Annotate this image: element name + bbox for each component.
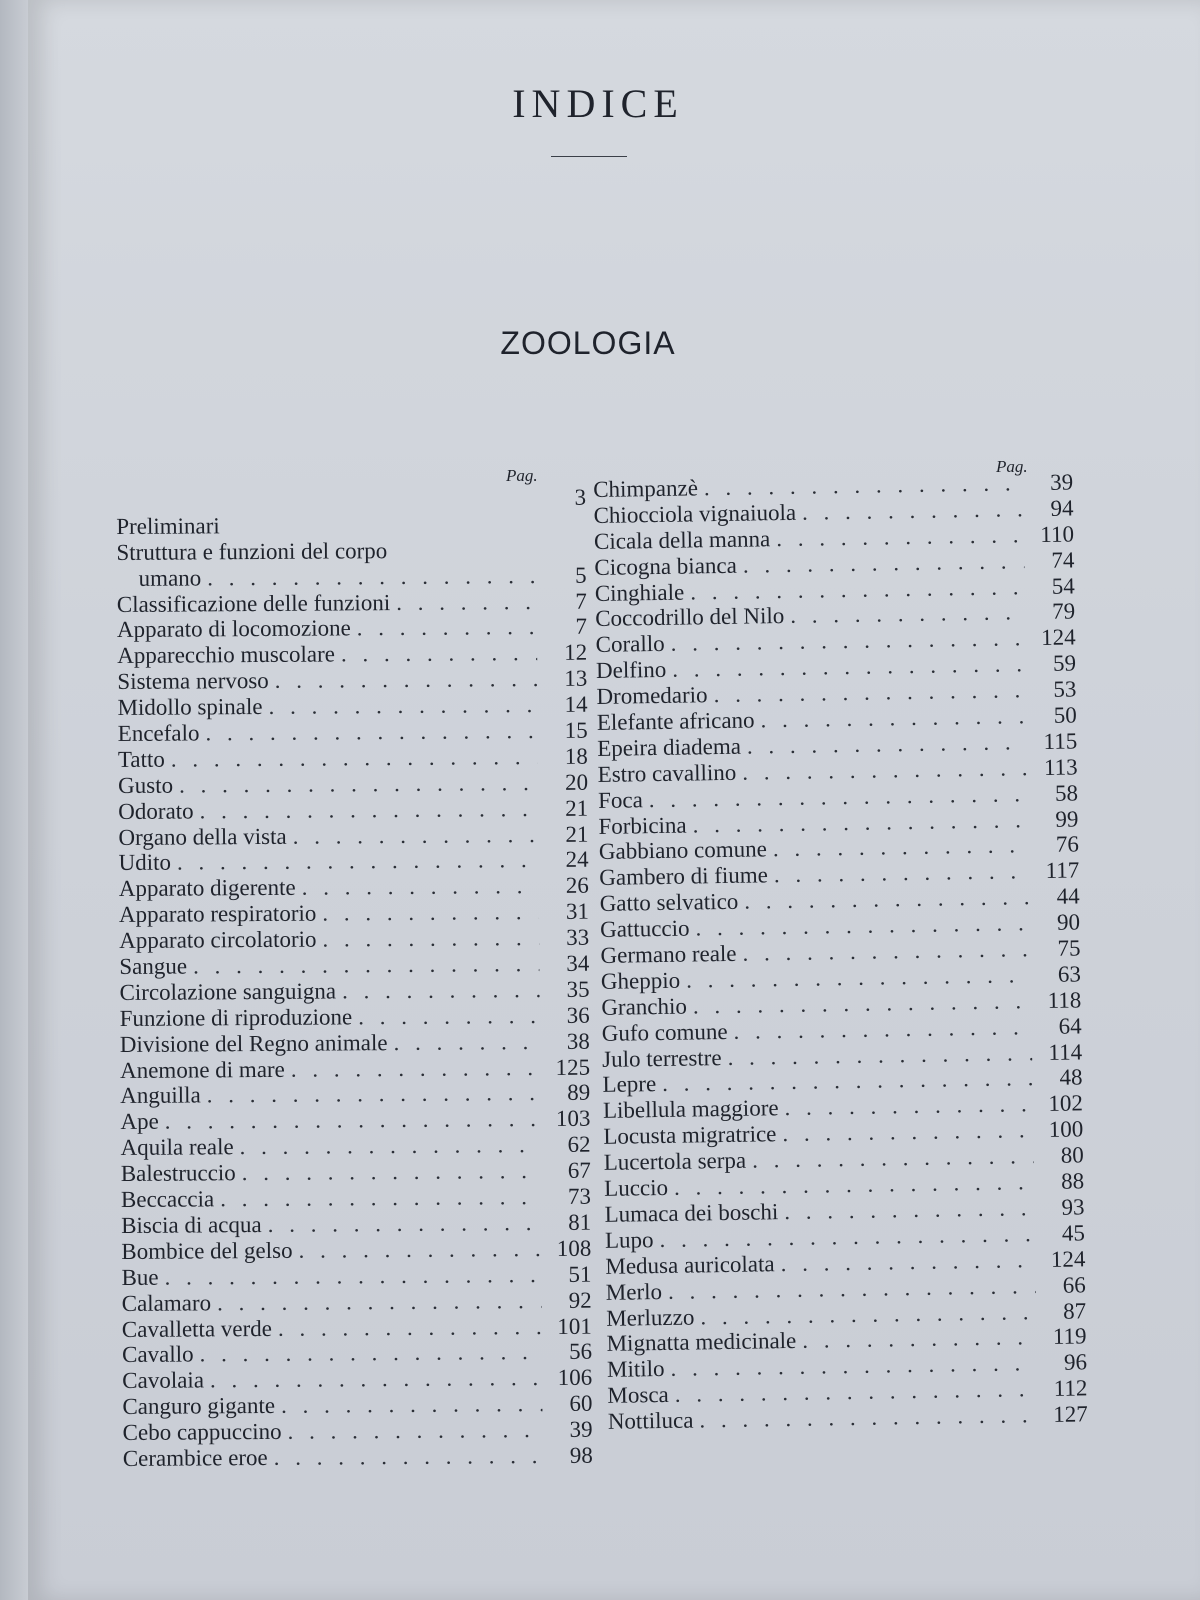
dot-leader bbox=[220, 1184, 541, 1212]
index-entry bbox=[119, 925, 589, 954]
entry-title: Cerambice eroe bbox=[122, 1444, 268, 1471]
entry-title: Sistema nervoso bbox=[117, 668, 269, 695]
entry-page-number: 35 bbox=[566, 976, 590, 1002]
entry-page-number: 99 bbox=[1055, 805, 1079, 832]
entry-title: Delfino bbox=[595, 657, 667, 684]
entry-title: Luccio bbox=[603, 1174, 669, 1201]
entry-title: Preliminari bbox=[116, 513, 220, 539]
entry-page-number: 63 bbox=[1057, 961, 1082, 987]
dot-leader bbox=[164, 1262, 541, 1291]
index-entry bbox=[121, 1158, 591, 1187]
page-title: INDICE bbox=[512, 81, 684, 126]
entry-title: Midollo spinale bbox=[117, 694, 263, 721]
index-entry bbox=[119, 899, 589, 928]
dot-leader bbox=[342, 977, 540, 1004]
entry-title: Nottiluca bbox=[607, 1407, 694, 1434]
dot-leader bbox=[200, 796, 539, 824]
dot-leader bbox=[210, 1365, 542, 1393]
entry-page-number: 110 bbox=[1040, 521, 1075, 547]
entry-title: Calamaro bbox=[121, 1289, 212, 1316]
index-entry bbox=[122, 1287, 592, 1316]
entry-title: Aquila reale bbox=[120, 1134, 234, 1161]
entry-page-number: 115 bbox=[1043, 728, 1078, 754]
entry-page-number: 18 bbox=[564, 743, 588, 769]
dot-leader bbox=[776, 522, 1024, 552]
entry-title: Gatto selvatico bbox=[599, 889, 739, 917]
index-entry bbox=[117, 692, 587, 721]
entry-title: Elefante africano bbox=[596, 707, 755, 735]
index-entry bbox=[116, 511, 586, 540]
entry-page-number: 58 bbox=[1054, 780, 1079, 806]
index-entry bbox=[121, 1236, 591, 1265]
index-entry bbox=[120, 1106, 590, 1135]
entry-title: Ape bbox=[120, 1109, 159, 1135]
entry-title: Merluzzo bbox=[606, 1304, 695, 1331]
entry-title: Funzione di riproduzione bbox=[119, 1004, 353, 1031]
entry-title: Foca bbox=[597, 786, 643, 813]
page-column-label-right: Pag. bbox=[996, 457, 1028, 476]
entry-page-number: 88 bbox=[1060, 1168, 1085, 1194]
entry-page-number: 5 bbox=[575, 562, 587, 588]
entry-title: Julo terrestre bbox=[601, 1044, 722, 1072]
index-entry bbox=[117, 640, 587, 669]
entry-title: Tatto bbox=[117, 746, 165, 772]
entry-page-number: 124 bbox=[1050, 1246, 1086, 1272]
entry-title: Balestruccio bbox=[120, 1160, 236, 1187]
entry-title: Lumaca dei boschi bbox=[604, 1199, 779, 1227]
entry-page-number: 62 bbox=[567, 1131, 591, 1158]
entry-page-number: 53 bbox=[1053, 676, 1077, 702]
entry-page-number: 102 bbox=[1048, 1090, 1084, 1117]
dot-leader bbox=[358, 1003, 540, 1030]
dot-leader bbox=[240, 1132, 541, 1160]
entry-page-number: 90 bbox=[1056, 909, 1081, 935]
index-entry bbox=[119, 977, 589, 1006]
entry-page-number: 76 bbox=[1055, 831, 1080, 858]
index-entry bbox=[120, 1054, 590, 1083]
dot-leader bbox=[122, 505, 536, 508]
entry-page-number: 92 bbox=[568, 1287, 592, 1313]
entry-title: Organo della vista bbox=[118, 823, 287, 850]
entry-title: Coccodrillo del Nilo bbox=[595, 603, 785, 632]
dot-leader bbox=[774, 859, 1030, 889]
entry-page-number: 66 bbox=[1062, 1271, 1086, 1298]
entry-title: Lupo bbox=[604, 1226, 654, 1253]
dot-leader bbox=[802, 1325, 1037, 1355]
entry-page-number: 114 bbox=[1048, 1038, 1083, 1065]
entry-page-number: 64 bbox=[1058, 1013, 1082, 1039]
entry-page-number: 73 bbox=[567, 1183, 592, 1209]
entry-page-number: 33 bbox=[566, 924, 590, 951]
entry-page-number: 89 bbox=[567, 1080, 591, 1106]
entry-title: Apparecchio muscolare bbox=[117, 641, 336, 669]
dot-leader bbox=[396, 589, 537, 616]
dot-leader bbox=[802, 496, 1024, 525]
dot-leader bbox=[207, 1081, 541, 1109]
entry-page-number: 38 bbox=[566, 1028, 590, 1054]
entry-page-number: 39 bbox=[1049, 469, 1074, 495]
entry-page-number: 59 bbox=[1052, 650, 1077, 677]
entry-page-number: 124 bbox=[1040, 624, 1076, 651]
dot-leader bbox=[322, 899, 539, 926]
entry-title: Apparato respiratorio bbox=[118, 900, 317, 928]
entry-page-number: 44 bbox=[1056, 883, 1080, 910]
entry-title: Classificazione delle funzioni bbox=[116, 589, 391, 617]
entry-title: Cicogna bianca bbox=[594, 552, 738, 580]
entry-page-number: 103 bbox=[555, 1106, 591, 1132]
entry-title: Lucertola serpa bbox=[603, 1147, 747, 1176]
entry-page-number: 26 bbox=[565, 873, 589, 899]
dot-leader bbox=[278, 1314, 542, 1342]
entry-title: Gabbiano comune bbox=[598, 836, 768, 865]
index-entry bbox=[119, 847, 589, 876]
entry-title: Forbicina bbox=[598, 812, 687, 839]
entry-title: Cicala della manna bbox=[593, 526, 771, 554]
entry-title: Cavolaia bbox=[122, 1367, 205, 1394]
dot-leader bbox=[393, 557, 536, 558]
entry-title: Epeira diadema bbox=[597, 733, 742, 761]
index-entry bbox=[118, 770, 588, 799]
dot-leader bbox=[207, 563, 537, 591]
entry-page-number: 7 bbox=[575, 614, 588, 640]
entry-page-number: 39 bbox=[569, 1416, 593, 1442]
index-entry bbox=[118, 821, 588, 850]
entry-page-number: 74 bbox=[1051, 547, 1075, 573]
entry-page-number: 15 bbox=[564, 717, 588, 743]
index-entry bbox=[121, 1184, 591, 1213]
dot-leader bbox=[226, 531, 537, 533]
entry-title: Bombice del gelso bbox=[121, 1237, 293, 1264]
index-entry bbox=[120, 1028, 590, 1057]
entry-page-number: 48 bbox=[1059, 1064, 1083, 1091]
entry-title: Mitilo bbox=[606, 1356, 665, 1383]
entry-title: Dromedario bbox=[596, 682, 708, 710]
entry-title: Chimpanzè bbox=[593, 475, 699, 502]
index-entry bbox=[120, 1080, 590, 1109]
dot-leader bbox=[393, 1029, 540, 1056]
index-entry bbox=[122, 1391, 592, 1420]
entry-page-number: 54 bbox=[1051, 573, 1075, 599]
entry-page-number: 106 bbox=[557, 1364, 593, 1391]
dot-leader bbox=[790, 600, 1025, 630]
dot-leader bbox=[298, 1236, 541, 1264]
title-divider bbox=[551, 156, 627, 157]
dot-leader bbox=[357, 615, 537, 642]
entry-page-number: 101 bbox=[557, 1313, 592, 1339]
index-entry bbox=[119, 951, 589, 980]
entry-title: Cinghiale bbox=[594, 579, 685, 606]
entry-page-number: 93 bbox=[1061, 1194, 1085, 1220]
dot-leader bbox=[179, 770, 538, 798]
index-column-right bbox=[593, 469, 1088, 1434]
entry-title: Mosca bbox=[607, 1382, 669, 1409]
entry-title: Cebo cappuccino bbox=[122, 1418, 282, 1446]
entry-page-number: 117 bbox=[1045, 857, 1080, 884]
entry-page-number: 36 bbox=[566, 1002, 590, 1028]
dot-leader bbox=[291, 1055, 540, 1083]
entry-page-number: 108 bbox=[556, 1235, 592, 1261]
entry-title: Mignatta medicinale bbox=[606, 1328, 797, 1357]
entry-title: Libellula maggiore bbox=[602, 1095, 779, 1124]
entry-title: Canguro gigante bbox=[122, 1393, 276, 1420]
dot-leader bbox=[268, 1210, 542, 1238]
dot-leader bbox=[341, 640, 537, 667]
entry-page-number: 112 bbox=[1053, 1375, 1088, 1402]
index-entry bbox=[121, 1261, 591, 1290]
entry-title: Sangue bbox=[119, 953, 188, 980]
entry-page-number: 113 bbox=[1043, 754, 1078, 780]
entry-title: Anemone di mare bbox=[119, 1056, 285, 1083]
entry-page-number: 24 bbox=[565, 847, 589, 873]
dot-leader bbox=[205, 718, 537, 746]
entry-title: Apparato di locomozione bbox=[116, 615, 351, 643]
index-entry bbox=[120, 1003, 590, 1032]
entry-page-number: 118 bbox=[1047, 987, 1082, 1013]
entry-title: Cavalletta verde bbox=[121, 1315, 273, 1342]
entry-page-number: 75 bbox=[1057, 935, 1081, 961]
dot-leader bbox=[268, 692, 537, 720]
entry-page-number: 56 bbox=[568, 1339, 593, 1365]
entry-title: Gambero di fiume bbox=[599, 862, 769, 891]
index-entry bbox=[123, 1443, 593, 1472]
entry-title: Divisione del Regno animale bbox=[119, 1029, 388, 1057]
entry-title: Corallo bbox=[595, 631, 665, 658]
index-entry bbox=[116, 485, 586, 514]
index-entry bbox=[117, 588, 587, 617]
index-entry bbox=[121, 1210, 591, 1239]
dot-leader bbox=[193, 951, 539, 979]
entry-title: Medusa auricolata bbox=[605, 1250, 775, 1279]
index-entry bbox=[122, 1313, 592, 1342]
dot-leader bbox=[302, 873, 539, 901]
index-entry bbox=[118, 744, 588, 773]
index-entry bbox=[117, 614, 587, 643]
entry-title: Circolazione sanguigna bbox=[119, 978, 337, 1005]
entry-title: Cavallo bbox=[121, 1341, 194, 1368]
entry-title: Estro cavallino bbox=[597, 759, 737, 787]
entry-title: Anguilla bbox=[120, 1082, 201, 1109]
entry-page-number: 125 bbox=[555, 1054, 591, 1080]
dot-leader bbox=[281, 1391, 543, 1419]
dot-leader bbox=[242, 1158, 541, 1186]
index-entry bbox=[121, 1132, 591, 1161]
dot-leader bbox=[322, 925, 539, 952]
entry-page-number: 80 bbox=[1060, 1142, 1084, 1168]
dot-leader bbox=[200, 1339, 543, 1367]
index-entry bbox=[117, 666, 587, 695]
entry-page-number: 67 bbox=[567, 1157, 591, 1184]
entry-title: Beccaccia bbox=[120, 1186, 215, 1213]
section-heading: ZOOLOGIA bbox=[500, 325, 676, 361]
entry-title: Apparato digerente bbox=[118, 875, 296, 902]
entry-page-number: 13 bbox=[564, 665, 588, 692]
dot-leader bbox=[171, 744, 538, 772]
entry-page-number: 51 bbox=[568, 1261, 592, 1287]
entry-page-number: 21 bbox=[565, 795, 589, 821]
entry-title: Granchio bbox=[601, 993, 688, 1020]
dot-leader bbox=[217, 1288, 542, 1316]
entry-title: Merlo bbox=[605, 1278, 663, 1305]
entry-page-number: 12 bbox=[564, 640, 588, 666]
dot-leader bbox=[784, 1195, 1035, 1225]
entry-page-number: 50 bbox=[1053, 702, 1077, 728]
entry-page-number: 119 bbox=[1052, 1323, 1087, 1350]
dot-leader bbox=[782, 1117, 1033, 1147]
dot-leader bbox=[773, 833, 1029, 863]
entry-page-number: 60 bbox=[569, 1390, 593, 1417]
entry-page-number: 31 bbox=[565, 898, 590, 925]
entry-title: Udito bbox=[118, 850, 172, 876]
entry-title: Lepre bbox=[602, 1071, 657, 1098]
index-entry bbox=[123, 1417, 593, 1446]
entry-page-number: 21 bbox=[565, 821, 589, 847]
entry-page-number: 94 bbox=[1050, 495, 1074, 521]
index-entry bbox=[122, 1339, 592, 1368]
entry-title: Locusta migratrice bbox=[603, 1121, 777, 1150]
entry-title: Gufo comune bbox=[601, 1018, 728, 1046]
dot-leader bbox=[780, 1247, 1035, 1277]
entry-page-number: 20 bbox=[564, 769, 589, 795]
dot-leader bbox=[288, 1417, 543, 1445]
entry-page-number: 100 bbox=[1048, 1116, 1084, 1143]
entry-title: Odorato bbox=[118, 798, 194, 824]
entry-title: Gusto bbox=[117, 772, 174, 798]
entry-page-number: 34 bbox=[566, 950, 590, 976]
entry-title: Bue bbox=[121, 1264, 159, 1290]
dot-leader bbox=[165, 1106, 541, 1135]
dot-leader bbox=[784, 1092, 1033, 1122]
entry-page-number: 87 bbox=[1062, 1297, 1087, 1324]
index-entry bbox=[117, 562, 587, 591]
dot-leader bbox=[177, 848, 539, 876]
dot-leader bbox=[274, 1443, 543, 1471]
entry-title: Gheppio bbox=[600, 967, 681, 994]
entry-page-number: 3 bbox=[574, 484, 587, 510]
index-entry bbox=[118, 718, 588, 747]
dot-leader bbox=[275, 666, 538, 694]
index-entry bbox=[119, 873, 589, 902]
entry-title: Biscia di acqua bbox=[121, 1211, 262, 1238]
entry-title: Chiocciola vignaiuola bbox=[593, 499, 797, 528]
entry-title: Struttura e funzioni del corpo bbox=[116, 537, 388, 565]
dot-leader bbox=[699, 1402, 1038, 1433]
entry-title: Gattuccio bbox=[599, 915, 690, 943]
entry-page-number: 7 bbox=[575, 588, 587, 614]
entry-title: Encefalo bbox=[117, 720, 200, 747]
index-column-left bbox=[116, 485, 593, 1472]
book-gutter bbox=[0, 0, 28, 1600]
entry-title: umano bbox=[138, 565, 202, 591]
page-column-label-left: Pag. bbox=[506, 466, 538, 485]
entry-page-number: 81 bbox=[568, 1209, 592, 1235]
index-entry bbox=[122, 1365, 592, 1394]
entry-page-number: 14 bbox=[564, 691, 588, 717]
index-entry bbox=[118, 795, 588, 824]
entry-title: Apparato circolatorio bbox=[119, 926, 317, 954]
entry-page-number: 96 bbox=[1063, 1349, 1088, 1375]
entry-page-number: 45 bbox=[1061, 1220, 1086, 1246]
dot-leader bbox=[293, 822, 539, 850]
entry-page-number: 127 bbox=[1053, 1401, 1088, 1427]
index-entry bbox=[116, 536, 586, 565]
book-page bbox=[28, 0, 1200, 1600]
entry-page-number: 98 bbox=[569, 1442, 593, 1468]
entry-title: Germano reale bbox=[600, 940, 737, 968]
entry-page-number: 79 bbox=[1051, 598, 1076, 625]
